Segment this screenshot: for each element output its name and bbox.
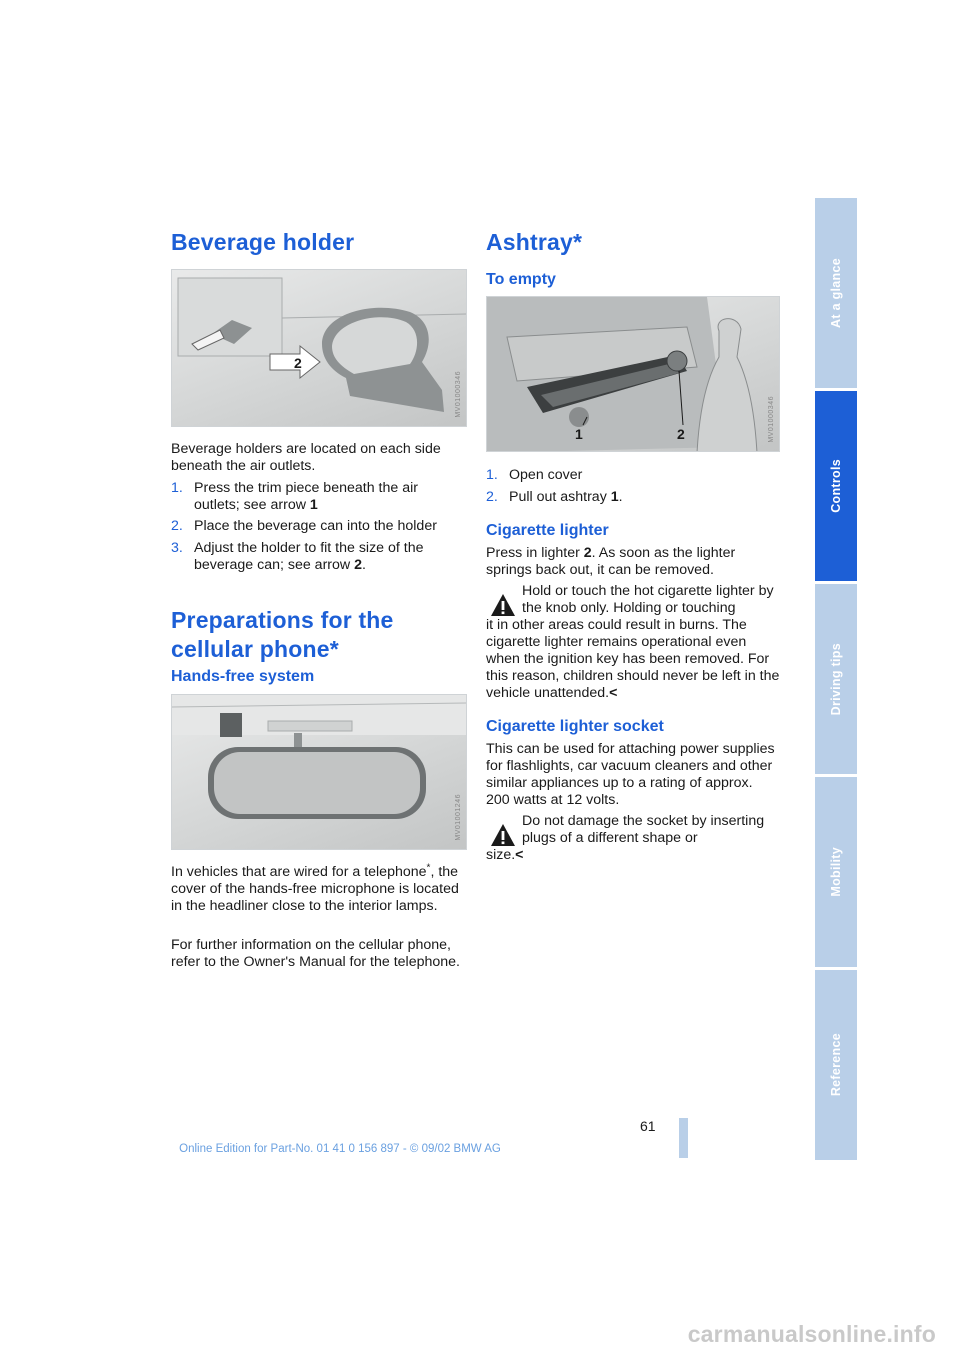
cigarette-lighter-warning: Hold or touch the hot cigarette lighter by the knob only. Holding or touching it in other areas could result in burns. The cigarette lighter remains operational even when the ignition key has been removed. For this reason, children should never be left in the vehicle unattended.< <box>486 583 780 701</box>
hands-free-paragraph-1: In vehicles that are wired for a telephone*, the cover of the hands-free microphone is located in the headliner close to the interior lamps. <box>171 862 459 914</box>
ashtray-heading: Ashtray* <box>486 229 583 255</box>
hands-free-paragraph-2: For further information on the cellular phone, refer to the Owner's Manual for the telephone. <box>171 937 460 970</box>
cigarette-lighter-socket-text: This can be used for attaching power supplies for flashlights, car vacuum cleaners and other similar appliances up to a rating of approx. 200 watts at 12 volts. <box>486 741 775 808</box>
to-empty-step-2: 2. Pull out ashtray 1. <box>486 489 623 505</box>
ashtray-image <box>486 296 780 452</box>
tab-reference[interactable]: Reference <box>815 970 857 1160</box>
footer: Online Edition for Part-No. 01 41 0 156 897 - © 09/02 BMW AG <box>179 1143 501 1155</box>
hands-free-heading: Hands-free system <box>171 668 315 685</box>
tab-controls[interactable]: Controls <box>815 391 857 581</box>
warning-icon <box>490 593 516 617</box>
cigarette-lighter-heading: Cigarette lighter <box>486 522 609 539</box>
cigarette-lighter-socket-heading: Cigarette lighter socket <box>486 718 664 735</box>
beverage-holder-image <box>171 269 467 427</box>
beverage-intro: Beverage holders are located on each side beneath the air outlets. <box>171 441 441 474</box>
tab-at-a-glance[interactable]: At a glance <box>815 198 857 388</box>
cigarette-lighter-text: Press in lighter 2. As soon as the lighter springs back out, it can be removed. <box>486 545 736 578</box>
page-number: 61 <box>640 1118 656 1134</box>
beverage-callout: 2 <box>294 355 302 371</box>
image-code: MV01001246 <box>455 794 462 841</box>
tab-mobility[interactable]: Mobility <box>815 777 857 967</box>
socket-warning: Do not damage the socket by inserting plugs of a different shape or size.< <box>486 813 765 863</box>
image-code: MV01000346 <box>455 371 462 418</box>
to-empty-step-1: 1. Open cover <box>486 467 583 483</box>
beverage-step-3: 3. Adjust the holder to fit the size of the beverage can; see arrow 2. <box>171 540 424 573</box>
ashtray-callout-1: 1 <box>575 426 583 442</box>
beverage-holder-heading: Beverage holder <box>171 229 355 255</box>
tab-driving-tips[interactable]: Driving tips <box>815 584 857 774</box>
cellular-phone-heading: Preparations for the cellular phone* <box>171 607 394 662</box>
warning-icon <box>490 823 516 847</box>
hands-free-image <box>171 694 467 850</box>
watermark: carmanualsonline.info <box>687 1321 936 1347</box>
beverage-step-2: 2. Place the beverage can into the holder <box>171 518 437 534</box>
image-code: MV01000346 <box>768 396 775 443</box>
to-empty-heading: To empty <box>486 271 556 288</box>
ashtray-callout-2: 2 <box>677 426 685 442</box>
beverage-step-1: 1. Press the trim piece beneath the air outlets; see arrow 1 <box>171 480 418 513</box>
